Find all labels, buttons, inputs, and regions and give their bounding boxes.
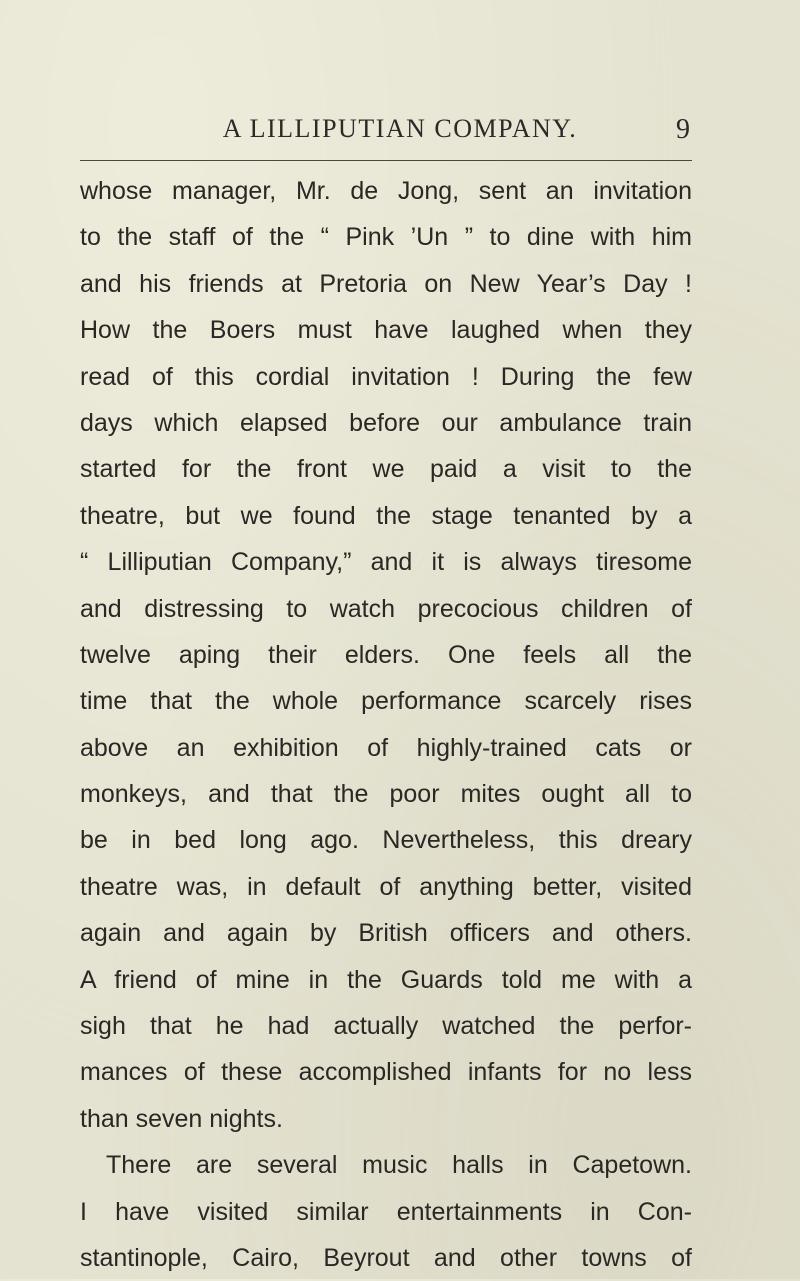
- header-rule: [80, 160, 692, 161]
- running-header: [0, 114, 800, 150]
- text-line: again and again by British officers and others.: [80, 919, 692, 948]
- text-line: time that the whole performance scarcely rises: [80, 687, 692, 716]
- text-line: There are several music halls in Capetown.: [106, 1151, 692, 1180]
- text-line: How the Boers must have laughed when they: [80, 316, 692, 345]
- text-line: A friend of mine in the Guards told me with a: [80, 965, 692, 994]
- text-line: read of this cordial invitation ! During the few: [80, 362, 692, 391]
- text-line: and distressing to watch precocious children of: [80, 594, 692, 623]
- text-line: be in bed long ago. Nevertheless, this dreary: [80, 826, 692, 855]
- text-line: stantinople, Cairo, Beyrout and other towns of: [80, 1243, 692, 1272]
- text-line: twelve aping their elders. One feels all the: [80, 640, 692, 669]
- text-line: to the staff of the “ Pink ’Un ” to dine with him: [80, 223, 692, 252]
- text-line: and his friends at Pretoria on New Year’s Day !: [80, 269, 692, 298]
- text-line: “ Lilliputian Company,” and it is always tiresome: [80, 548, 692, 577]
- text-line: sigh that he had actually watched the perfor-: [80, 1012, 692, 1041]
- page-number: 9: [676, 114, 690, 145]
- text-line: days which elapsed before our ambulance train: [80, 408, 692, 437]
- text-line: mances of these accomplished infants for no less: [80, 1058, 692, 1087]
- text-line: than seven nights.: [80, 1104, 283, 1133]
- body-text: [80, 168, 692, 1281]
- text-line: I have visited similar entertainments in Con-: [80, 1197, 692, 1226]
- text-line: whose manager, Mr. de Jong, sent an invitation: [80, 177, 692, 205]
- running-title: A LILLIPUTIAN COMPANY.: [222, 114, 578, 143]
- text-line: started for the front we paid a visit to the: [80, 455, 692, 484]
- text-line: theatre was, in default of anything better, visited: [80, 872, 692, 901]
- text-line: theatre, but we found the stage tenanted by a: [80, 501, 692, 530]
- text-line: monkeys, and that the poor mites ought all to: [80, 780, 692, 809]
- text-line: above an exhibition of highly-trained cats or: [80, 733, 692, 762]
